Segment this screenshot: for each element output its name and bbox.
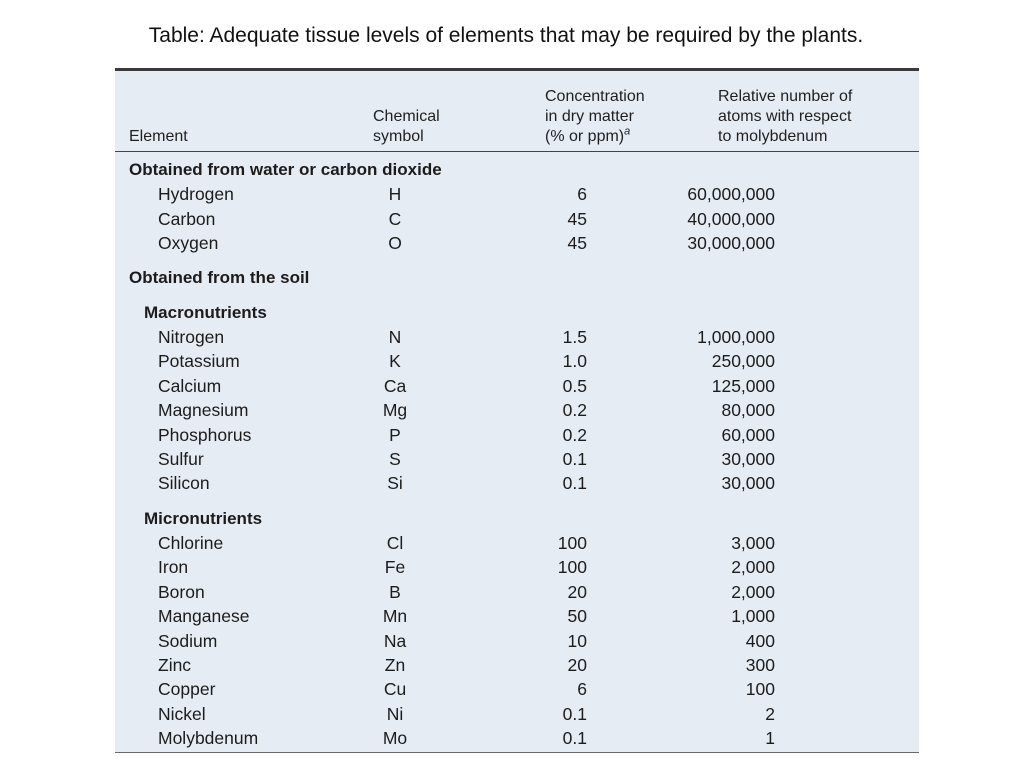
table-row <box>115 231 919 255</box>
element-name: Molybdenum <box>158 728 259 749</box>
concentration-value: 45 <box>567 208 587 229</box>
table-row <box>115 207 919 231</box>
chemical-symbol: C <box>388 208 402 229</box>
relative-atoms-value: 100 <box>745 679 775 700</box>
table-row <box>115 604 919 628</box>
element-name: Sodium <box>158 630 218 651</box>
relative-atoms-value: 2,000 <box>731 557 775 578</box>
table-row <box>115 471 919 495</box>
table-row <box>115 325 919 349</box>
table-row <box>115 726 919 750</box>
element-name: Sulfur <box>158 449 204 469</box>
relative-atoms-value: 80,000 <box>721 400 775 421</box>
element-name: Hydrogen <box>158 184 234 204</box>
table-row <box>115 629 919 653</box>
footnote-marker: a <box>624 125 631 138</box>
slide-title: Table: Adequate tissue levels of elements that may be required by the plants. <box>148 24 864 47</box>
element-name: Boron <box>158 581 205 602</box>
element-name: Phosphorus <box>158 424 252 445</box>
concentration-value: 0.1 <box>562 473 587 494</box>
chemical-symbol: Cu <box>383 679 407 700</box>
nutrient-table <box>115 68 919 753</box>
section-title: Obtained from the soil <box>129 268 310 287</box>
element-name: Zinc <box>158 655 192 675</box>
concentration-value: 0.1 <box>562 728 587 749</box>
element-name: Oxygen <box>158 233 219 253</box>
relative-atoms-value: 1,000 <box>731 606 775 627</box>
relative-atoms-value: 3,000 <box>731 533 775 553</box>
relative-atoms-value: 2,000 <box>731 581 775 602</box>
subsection-title: Macronutrients <box>144 303 267 322</box>
relative-atoms-value: 300 <box>745 655 775 675</box>
header-element: Element <box>129 128 188 145</box>
relative-atoms-value: 1,000,000 <box>697 327 775 347</box>
table-row <box>115 653 919 677</box>
concentration-value: 0.2 <box>562 424 587 445</box>
chemical-symbol: H <box>388 184 402 204</box>
element-name: Silicon <box>158 473 210 494</box>
relative-atoms-value: 250,000 <box>711 351 775 372</box>
concentration-value: 0.2 <box>562 400 587 421</box>
section-title: Obtained from water or carbon dioxide <box>129 160 442 179</box>
concentration-value: 20 <box>567 655 587 675</box>
concentration-value: 20 <box>567 581 587 602</box>
element-name: Magnesium <box>158 400 249 421</box>
chemical-symbol: Ni <box>386 703 404 724</box>
concentration-value: 10 <box>567 630 587 651</box>
element-name: Copper <box>158 679 216 700</box>
header-chemical-symbol: Chemical symbol <box>373 108 440 145</box>
table-row <box>115 374 919 398</box>
chemical-symbol: Mo <box>382 728 408 749</box>
chemical-symbol: Fe <box>384 557 406 578</box>
table-row <box>115 447 919 471</box>
chemical-symbol: O <box>388 233 402 253</box>
chemical-symbol: Si <box>387 473 403 494</box>
relative-atoms-value: 60,000 <box>721 424 775 445</box>
concentration-value: 100 <box>557 557 587 578</box>
concentration-value: 0.1 <box>562 449 587 469</box>
chemical-symbol: P <box>389 424 401 445</box>
concentration-value: 45 <box>567 233 587 253</box>
chemical-symbol: Ca <box>383 375 407 396</box>
concentration-value: 0.1 <box>562 703 587 724</box>
element-name: Potassium <box>158 351 240 372</box>
relative-atoms-value: 30,000,000 <box>687 233 775 253</box>
section-row <box>115 266 919 290</box>
table-header <box>115 71 919 152</box>
relative-atoms-value: 60,000,000 <box>687 184 775 204</box>
relative-atoms-value: 125,000 <box>711 375 775 396</box>
table-row <box>115 398 919 422</box>
header-relative-atoms: Relative number of atoms with respect to molybdenum <box>718 88 853 145</box>
table-row <box>115 423 919 447</box>
relative-atoms-value: 400 <box>745 630 775 651</box>
table-row <box>115 580 919 604</box>
header-concentration <box>545 87 645 147</box>
element-name: Iron <box>158 557 189 578</box>
chemical-symbol: S <box>389 449 401 469</box>
chemical-symbol: Mn <box>382 606 408 627</box>
table-row <box>115 182 919 206</box>
element-name: Calcium <box>158 375 222 396</box>
element-name: Carbon <box>158 208 216 229</box>
header-concentration-text: Concentration in dry matter (% or ppm) <box>545 88 645 145</box>
relative-atoms-value: 30,000 <box>721 473 775 494</box>
chemical-symbol: Mg <box>382 400 408 421</box>
table-row <box>115 555 919 579</box>
subsection-title: Micronutrients <box>144 509 263 528</box>
relative-atoms-value: 2 <box>765 703 775 724</box>
relative-atoms-value: 40,000,000 <box>687 208 775 229</box>
table-row <box>115 531 919 555</box>
subsection-row <box>115 507 919 531</box>
concentration-value: 1.5 <box>562 327 587 347</box>
chemical-symbol: K <box>389 351 401 372</box>
section-row <box>115 158 919 182</box>
relative-atoms-value: 30,000 <box>721 449 775 469</box>
element-name: Manganese <box>158 606 250 627</box>
chemical-symbol: N <box>388 327 402 347</box>
concentration-value: 6 <box>577 184 587 204</box>
concentration-value: 50 <box>567 606 587 627</box>
table-row <box>115 677 919 701</box>
concentration-value: 1.0 <box>562 351 587 372</box>
relative-atoms-value: 1 <box>765 728 775 749</box>
subsection-row <box>115 301 919 325</box>
concentration-value: 0.5 <box>562 375 587 396</box>
element-name: Chlorine <box>158 533 224 553</box>
chemical-symbol: Na <box>383 630 407 651</box>
concentration-value: 100 <box>557 533 587 553</box>
table-row <box>115 702 919 726</box>
chemical-symbol: B <box>389 581 401 602</box>
element-name: Nitrogen <box>158 327 225 347</box>
table-row <box>115 349 919 373</box>
element-name: Nickel <box>158 703 206 724</box>
concentration-value: 6 <box>577 679 587 700</box>
chemical-symbol: Cl <box>386 533 404 553</box>
chemical-symbol: Zn <box>384 655 406 675</box>
